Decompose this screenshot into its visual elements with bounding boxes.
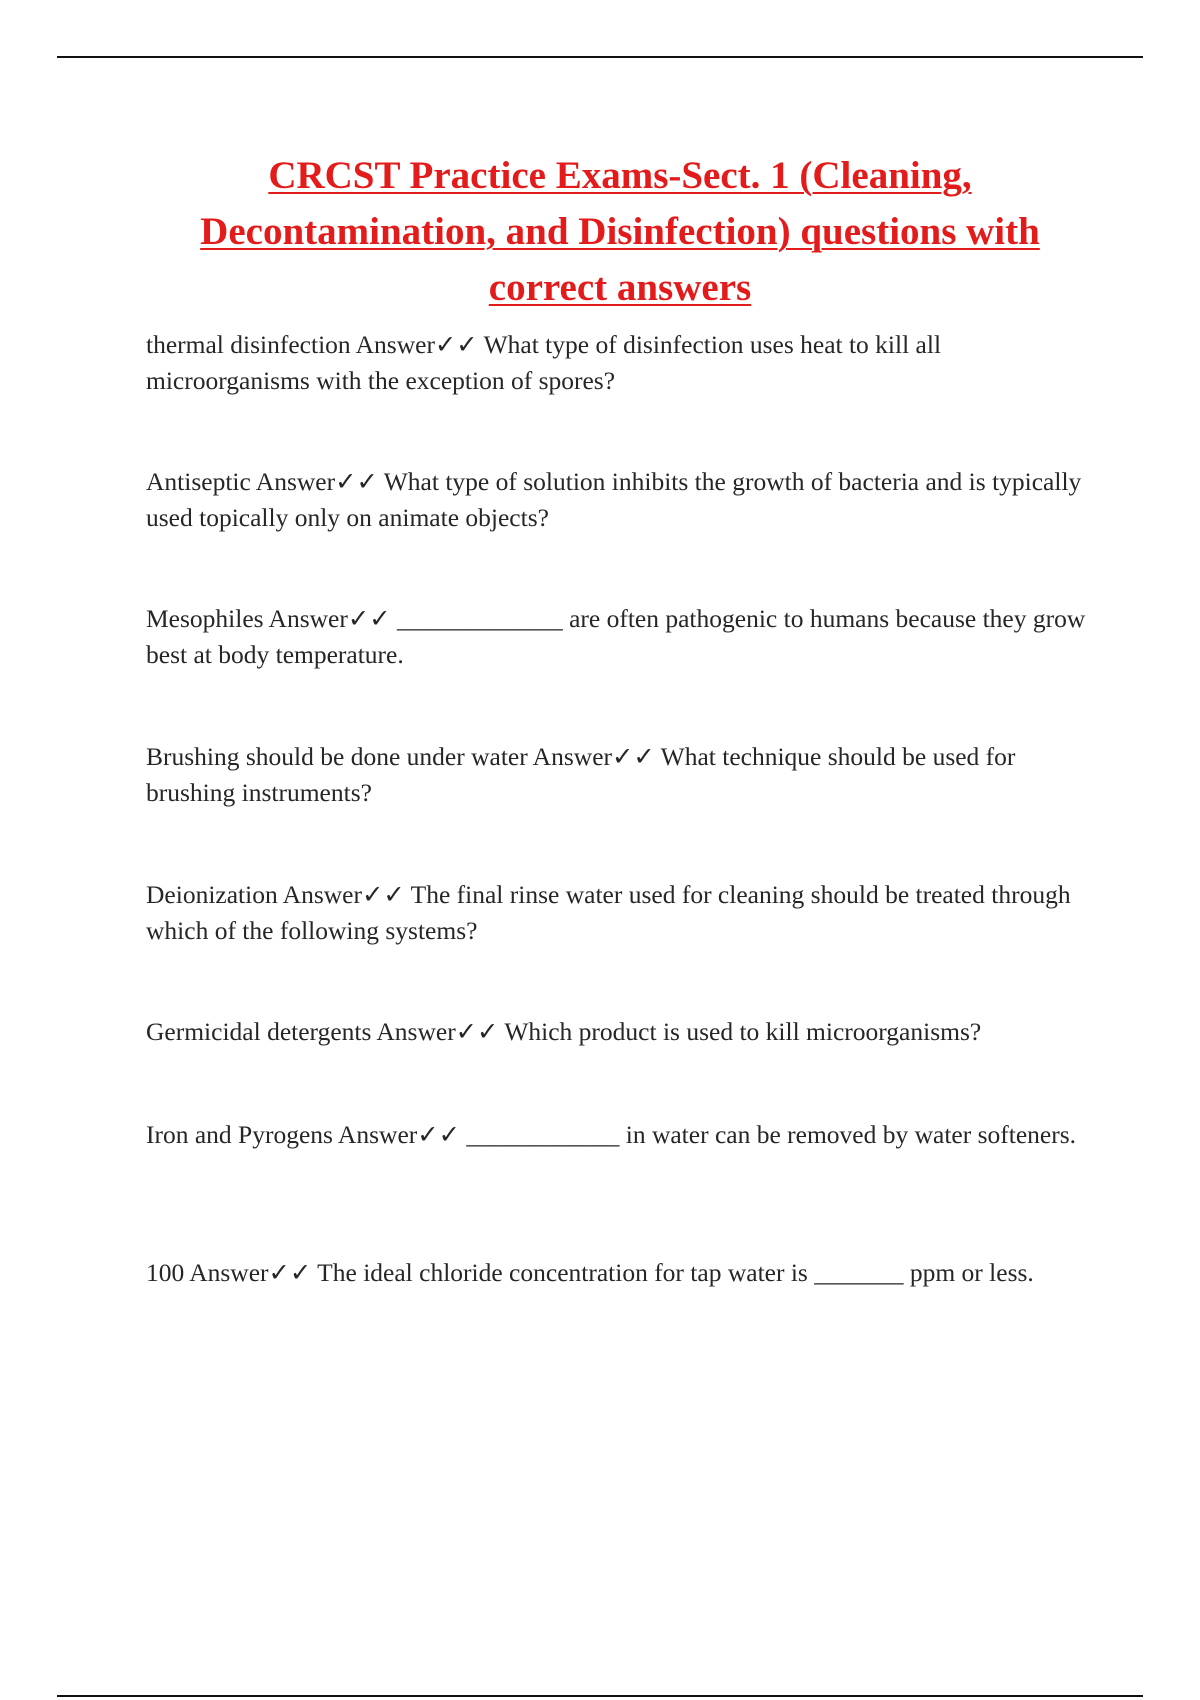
top-rule (57, 56, 1143, 58)
qa-entry-iron-pyrogens: Iron and Pyrogens Answer✓✓ ____________ in water can be removed by water softeners. (146, 1120, 1077, 1149)
qa-entry-mesophiles: Mesophiles Answer✓✓ _____________ are often pathogenic to humans because they grow best at body temperature. (146, 604, 1086, 669)
qa-entry-deionization: Deionization Answer✓✓ The final rinse water used for cleaning should be treated through which of the following systems? (146, 880, 1071, 945)
bottom-rule (57, 1695, 1143, 1697)
qa-entry-germicidal-detergents: Germicidal detergents Answer✓✓ Which product is used to kill microorganisms? (146, 1017, 982, 1046)
qa-entry-brushing: Brushing should be done under water Answer✓✓ What technique should be used for brushing instruments? (146, 742, 1016, 807)
qa-entry-thermal-disinfection: thermal disinfection Answer✓✓ What type of disinfection uses heat to kill all microorganisms with the exception of spores? (146, 330, 942, 395)
qa-entry-antiseptic: Antiseptic Answer✓✓ What type of solution inhibits the growth of bacteria and is typically used topically only on animate objects? (146, 467, 1082, 532)
qa-entry-chloride-concentration: 100 Answer✓✓ The ideal chloride concentration for tap water is _______ ppm or less. (146, 1258, 1034, 1287)
document-title: CRCST Practice Exams-Sect. 1 (Cleaning, Decontamination, and Disinfection) questions with correct answers (200, 154, 1040, 309)
